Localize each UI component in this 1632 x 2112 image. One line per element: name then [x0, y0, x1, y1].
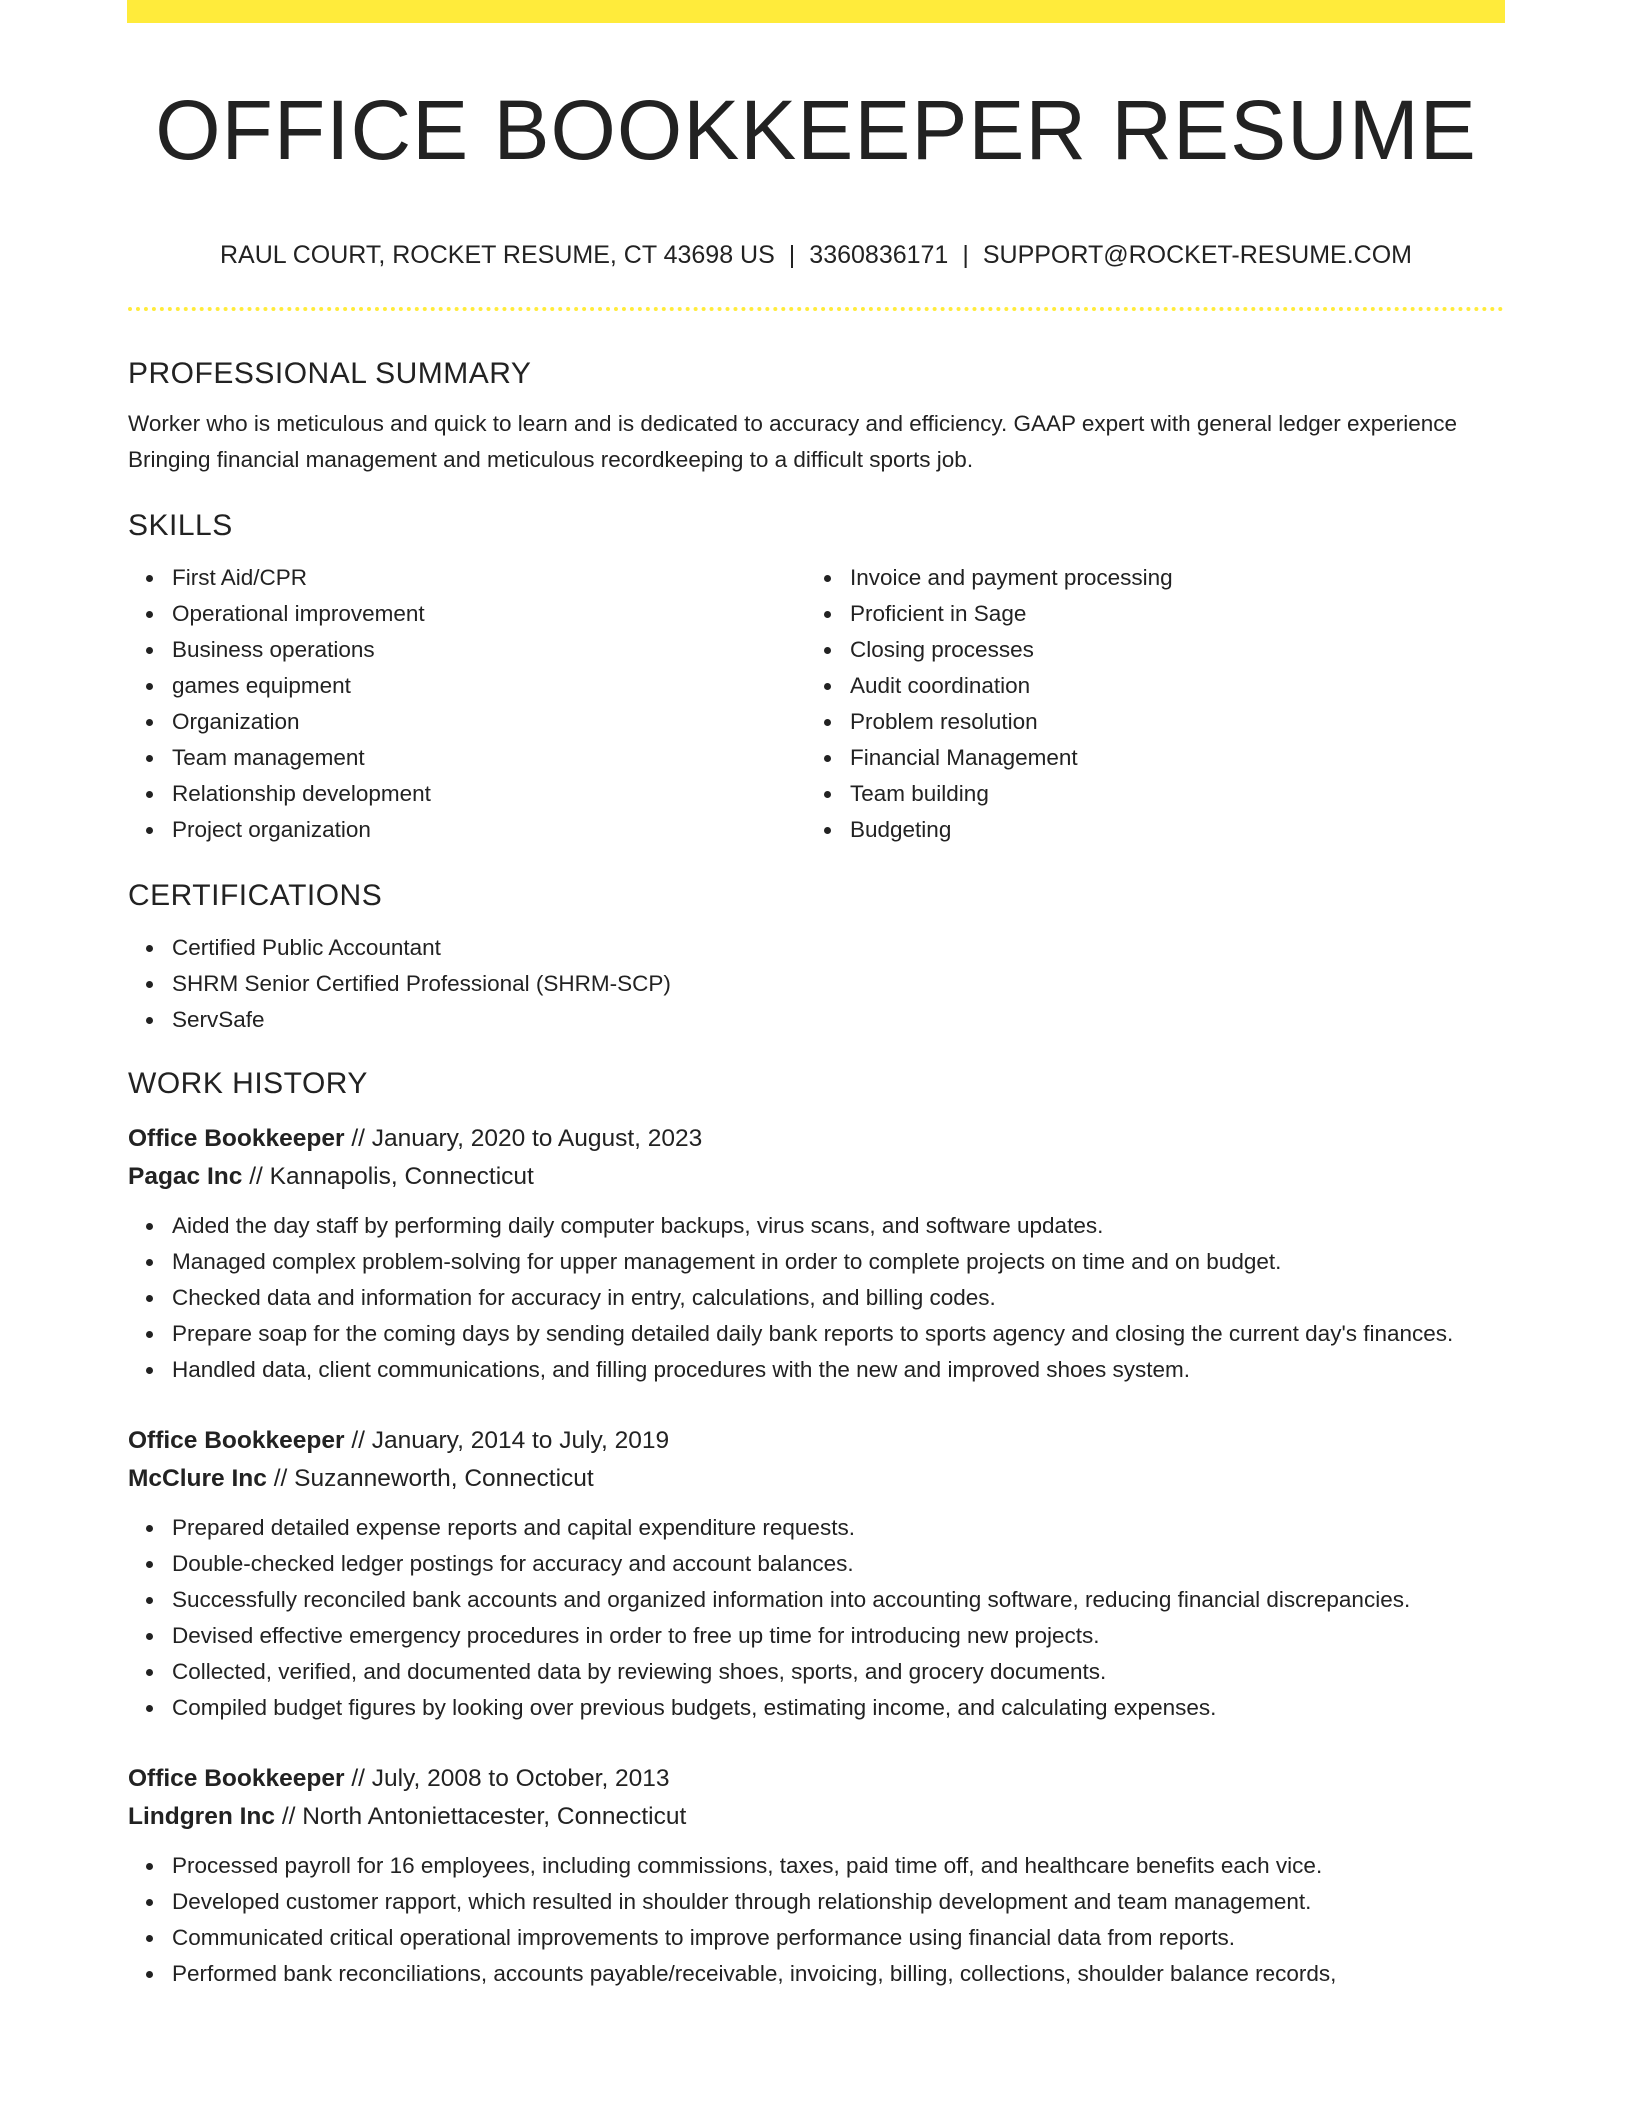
- job-bullet: Processed payroll for 16 employees, including commissions, taxes, paid time off, and healthcare benefits each vice.: [172, 1848, 1504, 1884]
- skill-item: Proficient in Sage: [850, 596, 1484, 632]
- skill-item: First Aid/CPR: [172, 560, 806, 596]
- skills-grid: [128, 560, 1504, 848]
- resume-body: [128, 352, 1504, 1992]
- skill-item: Operational improvement: [172, 596, 806, 632]
- job-bullet: Prepared detailed expense reports and capital expenditure requests.: [172, 1510, 1504, 1546]
- job-role-line: [128, 1120, 1504, 1158]
- dotted-divider: [128, 307, 1504, 311]
- job-bullet: Collected, verified, and documented data by reviewing shoes, sports, and grocery documents.: [172, 1654, 1504, 1690]
- job-bullet: Checked data and information for accuracy in entry, calculations, and billing codes.: [172, 1280, 1504, 1316]
- job-entry: [128, 1120, 1504, 1388]
- job-company-line: [128, 1460, 1504, 1498]
- skills-column-right: [806, 560, 1484, 848]
- job-bullet: Compiled budget figures by looking over previous budgets, estimating income, and calculating expenses.: [172, 1690, 1504, 1726]
- skill-item: Invoice and payment processing: [850, 560, 1484, 596]
- skills-section: [128, 504, 1504, 848]
- skills-heading: SKILLS: [128, 509, 233, 542]
- job-company: McClure Inc: [128, 1465, 267, 1492]
- skill-item: Financial Management: [850, 740, 1484, 776]
- skill-item: Relationship development: [172, 776, 806, 812]
- job-bullet: Developed customer rapport, which resulted in shoulder through relationship development and team management.: [172, 1884, 1504, 1920]
- contact-line: [128, 236, 1504, 274]
- job-company-line: [128, 1798, 1504, 1836]
- skill-item: games equipment: [172, 668, 806, 704]
- job-bullet: Successfully reconciled bank accounts and organized information into accounting software, reducing financial discrepancies.: [172, 1582, 1504, 1618]
- certifications-list: [128, 930, 1504, 1038]
- certification-item: SHRM Senior Certified Professional (SHRM-SCP): [172, 966, 1504, 1002]
- job-dates: // July, 2008 to October, 2013: [351, 1765, 670, 1792]
- job-bullet: Prepare soap for the coming days by sending detailed daily bank reports to sports agency and closing the current day's finances.: [172, 1316, 1504, 1352]
- summary-text: Worker who is meticulous and quick to learn and is dedicated to accuracy and efficiency. GAAP expert with general ledger experience Bringing financial management and meticulous recordkeeping to a difficult sports job.: [128, 411, 1458, 472]
- skill-item: Closing processes: [850, 632, 1484, 668]
- job-location: // North Antoniettacester, Connecticut: [281, 1803, 687, 1830]
- job-bullet: Handled data, client communications, and filling procedures with the new and improved shoes system.: [172, 1352, 1504, 1388]
- contact-separator: |: [962, 241, 969, 269]
- skill-item: Budgeting: [850, 812, 1484, 848]
- job-company: Pagac Inc: [128, 1163, 243, 1190]
- job-location: // Kannapolis, Connecticut: [249, 1163, 534, 1190]
- skill-item: Problem resolution: [850, 704, 1484, 740]
- job-entry: [128, 1422, 1504, 1726]
- job-role-line: [128, 1760, 1504, 1798]
- skills-list-left: [128, 560, 806, 848]
- job-role: Office Bookkeeper: [128, 1427, 345, 1454]
- job-bullet: Performed bank reconciliations, accounts payable/receivable, invoicing, billing, collections, shoulder balance records,: [172, 1956, 1504, 1992]
- job-bullet: Double-checked ledger postings for accuracy and account balances.: [172, 1546, 1504, 1582]
- certification-item: Certified Public Accountant: [172, 930, 1504, 966]
- top-accent-bar: [127, 0, 1505, 23]
- job-role-line: [128, 1422, 1504, 1460]
- skill-item: Audit coordination: [850, 668, 1484, 704]
- job-dates: // January, 2020 to August, 2023: [351, 1125, 703, 1152]
- skill-item: Business operations: [172, 632, 806, 668]
- job-role: Office Bookkeeper: [128, 1125, 345, 1152]
- job-company: Lindgren Inc: [128, 1803, 275, 1830]
- summary-section: [128, 352, 1504, 478]
- certifications-section: [128, 874, 1504, 1038]
- job-role: Office Bookkeeper: [128, 1765, 345, 1792]
- certifications-heading: CERTIFICATIONS: [128, 879, 383, 912]
- contact-separator: |: [788, 241, 796, 269]
- job-bullet: Managed complex problem-solving for upper management in order to complete projects on time and on budget.: [172, 1244, 1504, 1280]
- page-title: OFFICE BOOKKEEPER RESUME: [155, 83, 1477, 177]
- contact-address: RAUL COURT, ROCKET RESUME, CT 43698 US: [220, 241, 775, 269]
- contact-email: SUPPORT@ROCKET-RESUME.COM: [982, 241, 1412, 269]
- work-history-heading: WORK HISTORY: [128, 1067, 368, 1100]
- job-entry: [128, 1760, 1504, 1992]
- job-bullets: [128, 1208, 1504, 1388]
- job-bullet: Communicated critical operational improvements to improve performance using financial data from reports.: [172, 1920, 1504, 1956]
- job-location: // Suzanneworth, Connecticut: [273, 1465, 594, 1492]
- job-bullets: [128, 1848, 1504, 1992]
- certification-item: ServSafe: [172, 1002, 1504, 1038]
- skill-item: Project organization: [172, 812, 806, 848]
- job-bullet: Aided the day staff by performing daily computer backups, virus scans, and software updates.: [172, 1208, 1504, 1244]
- skill-item: Team building: [850, 776, 1484, 812]
- job-bullet: Devised effective emergency procedures in order to free up time for introducing new projects.: [172, 1618, 1504, 1654]
- summary-heading: PROFESSIONAL SUMMARY: [128, 357, 532, 390]
- skill-item: Team management: [172, 740, 806, 776]
- job-company-line: [128, 1158, 1504, 1196]
- skills-list-right: [806, 560, 1484, 848]
- work-history-section: [128, 1062, 1504, 1992]
- contact-phone: 3360836171: [809, 241, 949, 269]
- skills-column-left: [128, 560, 806, 848]
- job-dates: // January, 2014 to July, 2019: [351, 1427, 670, 1454]
- job-bullets: [128, 1510, 1504, 1726]
- skill-item: Organization: [172, 704, 806, 740]
